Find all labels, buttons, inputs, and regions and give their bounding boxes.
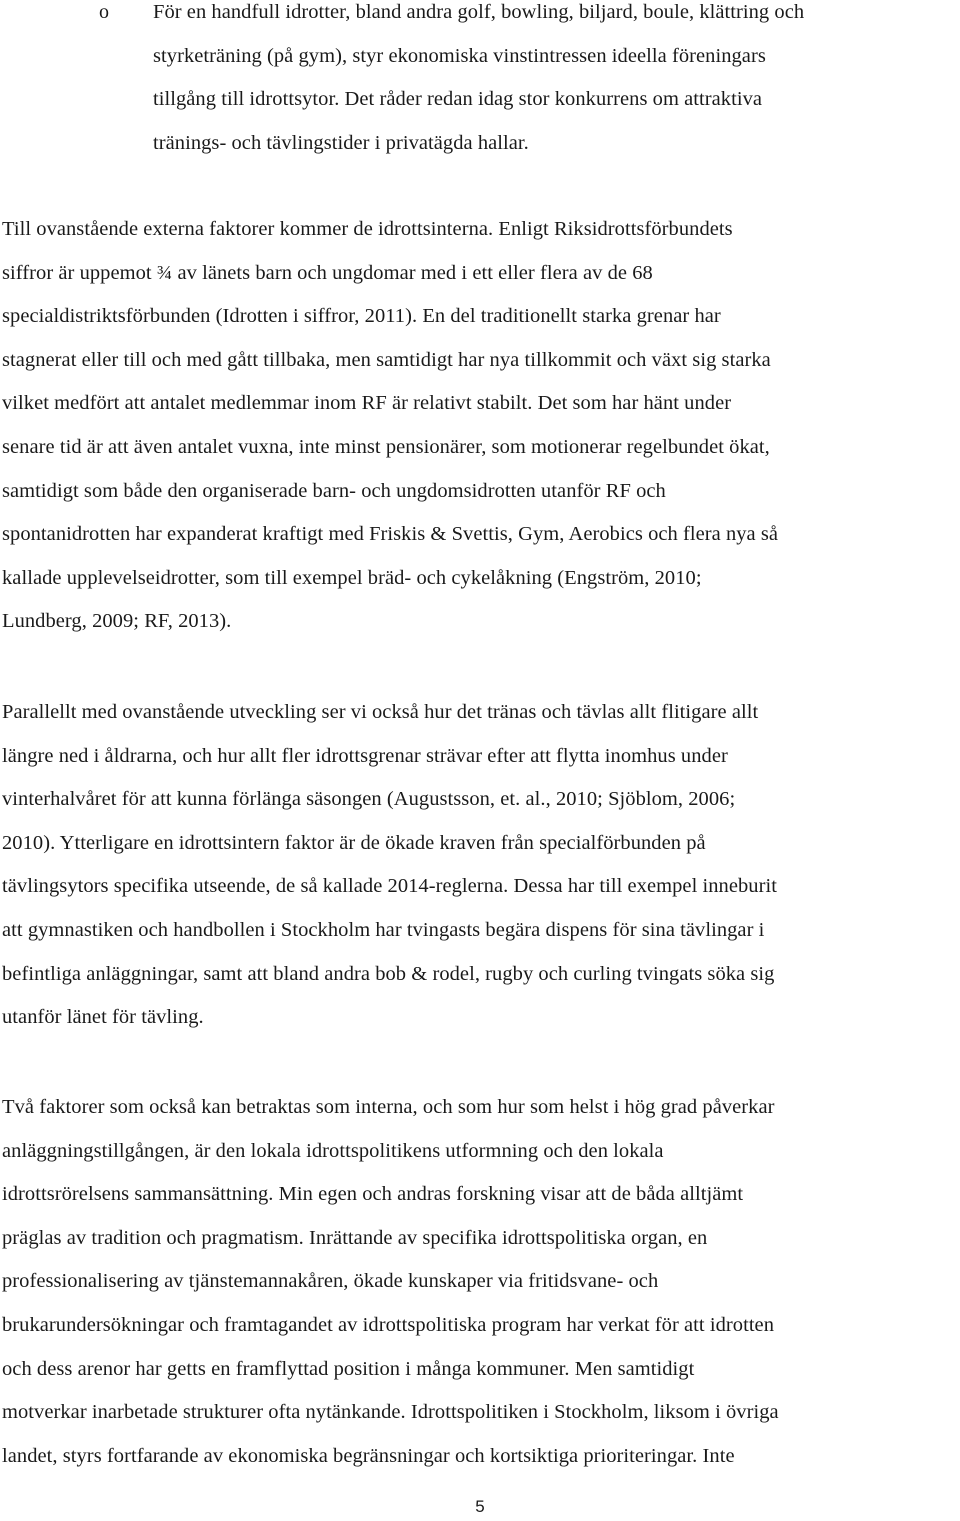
text-line: att gymnastiken och handbollen i Stockholm har tvingasts begära dispens för sina tävlingar i xyxy=(2,918,765,941)
paragraph-parallel-development xyxy=(2,691,960,1040)
text-line: landet, styrs fortfarande av ekonomiska begränsningar och kortsiktiga prioriteringar. Inte xyxy=(2,1444,735,1467)
text-line: tränings- och tävlingstider i privatägda hallar. xyxy=(153,131,529,154)
text-line: siffror är uppemot ¾ av länets barn och ungdomar med i ett eller flera av de 68 xyxy=(2,261,653,284)
text-line: senare tid är att även antalet vuxna, inte minst pensionärer, som motionerar regelbundet ökat, xyxy=(2,435,770,458)
text-line: vilket medfört att antalet medlemmar inom RF är relativt stabilt. Det som har hänt under xyxy=(2,392,732,415)
text-line: stagnerat eller till och med gått tillbaka, men samtidigt har nya tillkommit och växt sig starka xyxy=(2,348,771,371)
text-line: För en handfull idrotter, bland andra golf, bowling, biljard, boule, klättring och xyxy=(153,1,805,23)
text-line: och dess arenor har getts en framflyttad position i många kommuner. Men samtidigt xyxy=(2,1357,695,1380)
text-line: anläggningstillgången, är den lokala idrottspolitikens utformning och den lokala xyxy=(2,1139,664,1162)
text-line: Lundberg, 2009; RF, 2013). xyxy=(2,610,232,633)
text-line: befintliga anläggningar, samt att bland andra bob & rodel, rugby och curling tvingats söka sig xyxy=(2,962,775,985)
text-line: 2010). Ytterligare en idrottsintern faktor är de ökade kraven från specialförbunden på xyxy=(2,831,706,854)
paragraph-two-factors xyxy=(2,1086,960,1478)
bullet-text xyxy=(153,0,960,165)
bullet-marker: o xyxy=(99,1,109,23)
text-line: Parallellt med ovanstående utveckling ser vi också hur det tränas och tävlas allt flitigare allt xyxy=(2,701,759,723)
text-line: tävlingsytors specifika utseende, de så kallade 2014-reglerna. Dessa har till exempel inneburit xyxy=(2,875,777,898)
text-line: specialdistriktsförbunden (Idrotten i siffror, 2011). En del traditionellt starka grenar har xyxy=(2,305,721,328)
text-line: idrottsrörelsens sammansättning. Min egen och andras forskning visar att de båda alltjämt xyxy=(2,1183,744,1206)
text-line: längre ned i åldrarna, och hur allt fler idrottsgrenar strävar efter att flytta inomhus under xyxy=(2,744,728,767)
page-number: 5 xyxy=(475,1497,485,1516)
text-line: professionalisering av tjänstemannakåren, ökade kunskaper via fritidsvane- och xyxy=(2,1270,659,1293)
text-line: Två faktorer som också kan betraktas som interna, och som hur som helst i hög grad påverkar xyxy=(2,1096,775,1118)
text-line: brukarundersökningar och framtagandet av idrottspolitiska program har verkat för att idrotten xyxy=(2,1313,775,1336)
paragraph-internal-factors xyxy=(2,208,960,644)
text-line: samtidigt som både den organiserade barn- och ungdomsidrotten utanför RF och xyxy=(2,479,666,502)
text-line: Till ovanstående externa faktorer kommer de idrottsinterna. Enligt Riksidrottsförbundets xyxy=(2,218,733,240)
text-line: kallade upplevelseidrotter, som till exempel bräd- och cykelåkning (Engström, 2010; xyxy=(2,566,702,589)
text-line: motverkar inarbetade strukturer ofta nytänkande. Idrottspolitiken i Stockholm, liksom i övriga xyxy=(2,1401,779,1424)
text-line: spontanidrotten har expanderat kraftigt med Friskis & Svettis, Gym, Aerobics och flera nya så xyxy=(2,523,779,546)
text-line: styrketräning (på gym), styr ekonomiska vinstintressen ideella föreningars xyxy=(153,44,766,67)
text-line: vinterhalvåret för att kunna förlänga säsongen (Augustsson, et. al., 2010; Sjöblom, 2006; xyxy=(2,788,736,811)
text-line: präglas av tradition och pragmatism. Inrättande av specifika idrottspolitiska organ, en xyxy=(2,1226,708,1249)
text-line: tillgång till idrottsytor. Det råder redan idag stor konkurrens om attraktiva xyxy=(153,88,763,111)
text-line: utanför länet för tävling. xyxy=(2,1006,204,1029)
